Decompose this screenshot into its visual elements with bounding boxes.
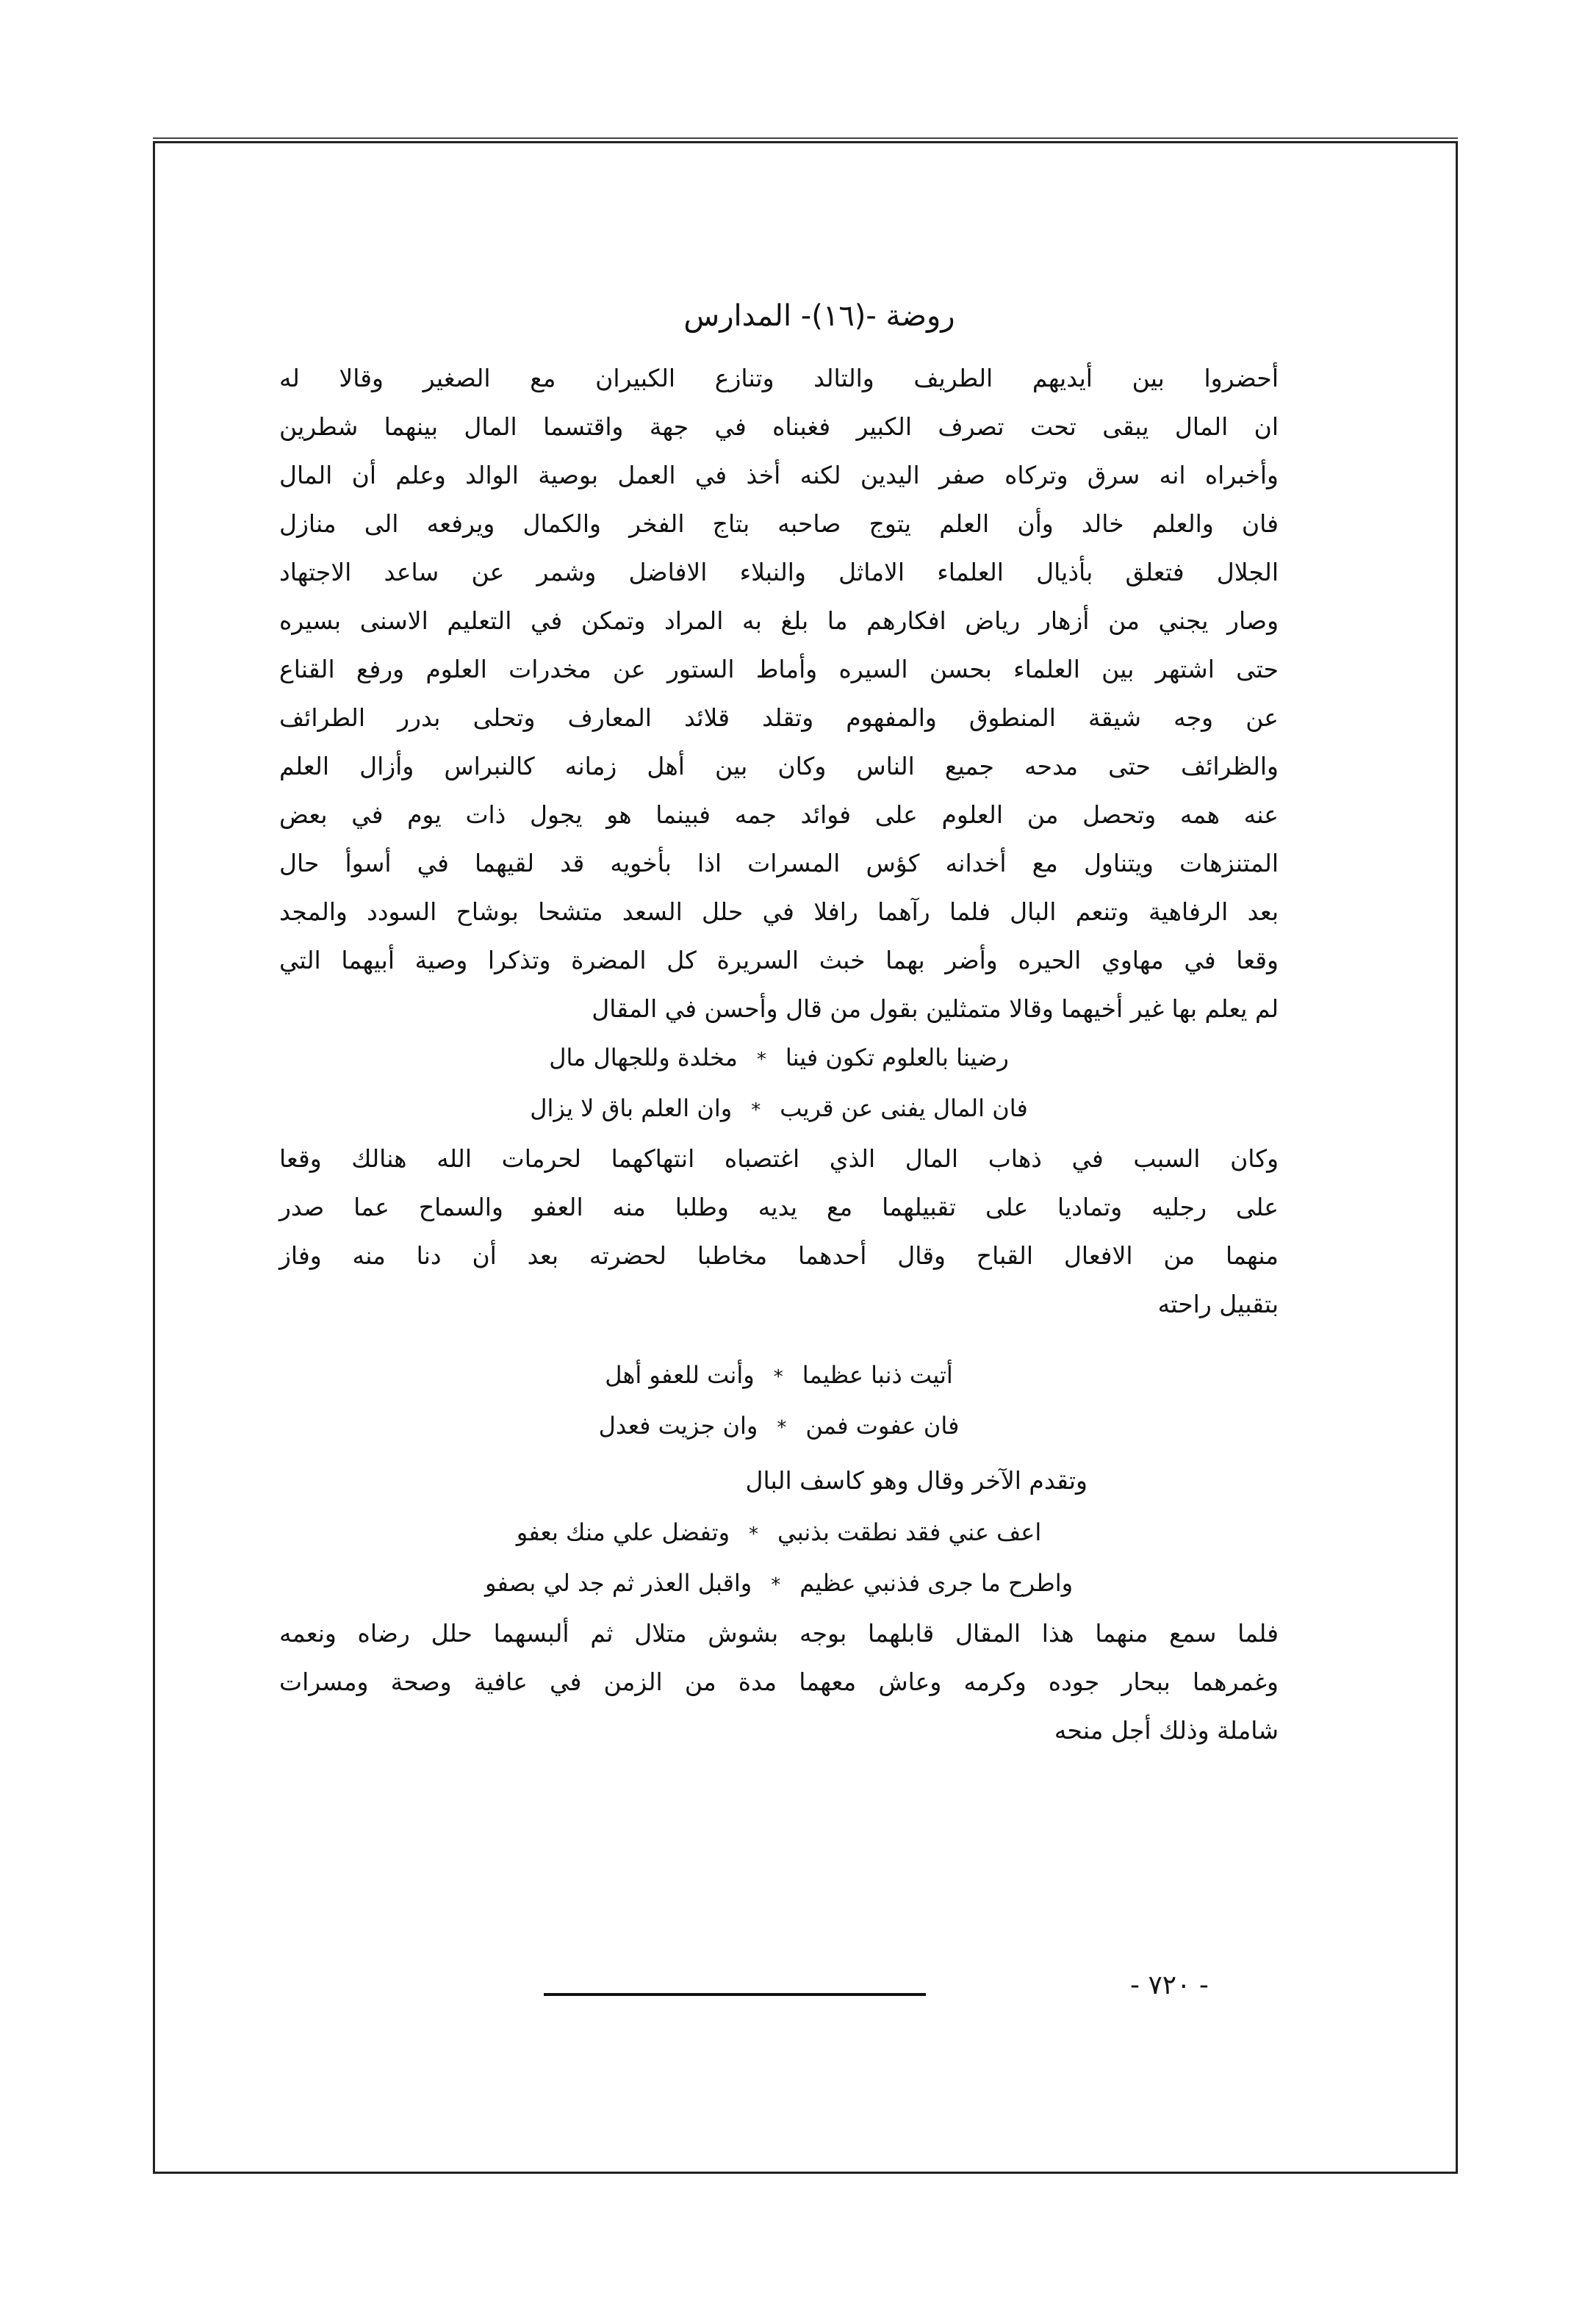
verse-hemistich-left: وأنت للعفو أهل xyxy=(605,1361,755,1389)
text-line: والظرائف حتى مدحه جميع الناس وكان بين أهل زمانه كالنبراس وأزال العلم xyxy=(279,752,1279,780)
text-line: منهما من الافعال القباح وقال أحدهما مخاطبا لحضرته بعد أن دنا منه وفاز xyxy=(279,1241,1279,1270)
text-line: عنه همه وتحصل من العلوم على فوائد جمه فبينما هو يجول ذات يوم في بعض xyxy=(279,800,1279,829)
text-line: وكان السبب في ذهاب المال الذي اغتصباه انتهاكهما لحرمات الله هنالك وقعا xyxy=(279,1144,1279,1173)
verse-line xyxy=(279,1401,1279,1452)
verse-hemistich-right: اعف عني فقد نطقت بذنبي xyxy=(777,1518,1042,1546)
page-number: - ٧٢٠ - xyxy=(1130,1970,1209,2000)
text-line: شاملة وذلك أجل منحه xyxy=(1054,1716,1279,1745)
text-line: عن وجه شيقة المنطوق والمفهوم وتقلد قلائد المعارف وتحلى بدرر الطرائف xyxy=(279,703,1279,732)
text-line: أحضروا بين أيديهم الطريف والتالد وتنازع الكبيران مع الصغير وقالا له xyxy=(279,364,1279,392)
verse-hemistich-left: وان العلم باق لا يزال xyxy=(530,1094,733,1122)
text-line: فان والعلم خالد وأن العلم يتوج صاحبه بتاج الفخر والكمال ويرفعه الى منازل xyxy=(279,509,1279,538)
verse-block-3 xyxy=(279,1508,1279,1609)
verse-hemistich-left: مخلدة وللجهال مال xyxy=(549,1044,738,1071)
intro-line: وتقدم الآخر وقال وهو كاسف البال xyxy=(745,1466,1088,1495)
verse-hemistich-left: وان جزيت فعدل xyxy=(598,1412,758,1440)
verse-block-2 xyxy=(279,1351,1279,1452)
text-line: لم يعلم بها غير أخيهما وقالا متمثلين بقول من قال وأحسن في المقال xyxy=(592,994,1279,1023)
verse-line xyxy=(279,1084,1279,1135)
text-line: على رجليه وتماديا على تقبيلهما مع يديه وطلبا منه العفو والسماح عما صدر xyxy=(279,1193,1279,1221)
text-line: فلما سمع منهما هذا المقال قابلهما بوجه بشوش متلال ثم ألبسهما حلل رضاه ونعمه xyxy=(279,1619,1279,1648)
paragraph-3 xyxy=(279,1609,1279,1755)
paragraph-2 xyxy=(279,1135,1279,1329)
verse-line xyxy=(279,1508,1279,1559)
text-line: وغمرهما ببحار جوده وكرمه وعاش معهما مدة من الزمن في عافية وصحة ومسرات xyxy=(279,1667,1279,1696)
verse-line xyxy=(279,1559,1279,1609)
verse-separator: * xyxy=(771,1574,781,1596)
verse-hemistich-right: فان المال يفنى عن قريب xyxy=(780,1094,1028,1122)
verse-separator: * xyxy=(749,1523,759,1545)
verse-hemistich-right: فان عفوت فمن xyxy=(805,1412,960,1440)
text-line: وقعا في مهاوي الحيره وأضر بهما خبث السريرة كل المضرة وتذكرا وصية أبيهما التي xyxy=(279,946,1279,974)
verse-line xyxy=(279,1351,1279,1401)
verse-hemistich-right: أتيت ذنبا عظيما xyxy=(802,1361,953,1389)
verse-hemistich-left: وتفضل علي منك بعفو xyxy=(516,1518,730,1546)
text-line: بعد الرفاهية وتنعم البال فلما رآهما رافلا في حلل السعد متشحا بوشاح السودد والمجد xyxy=(279,897,1279,926)
footer-rule xyxy=(544,1993,926,1996)
text-line: بتقبيل راحته xyxy=(1157,1290,1279,1318)
text-line: ان المال يبقى تحت تصرف الكبير فغبناه في جهة واقتسما المال بينهما شطرين xyxy=(279,412,1279,441)
text-line: وصار يجني من أزهار رياض افكارهم ما بلغ به المراد وتمكن في التعليم الاسنى بسيره xyxy=(279,606,1279,635)
text-line: حتى اشتهر بين العلماء بحسن السيره وأماط الستور عن مخدرات العلوم ورفع القناع xyxy=(279,655,1279,683)
text-line: وأخبراه انه سرق وتركاه صفر اليدين لكنه أخذ في العمل بوصية الوالد وعلم أن المال xyxy=(279,461,1279,489)
verse-hemistich-right: واطرح ما جرى فذنبي عظيم xyxy=(799,1569,1074,1597)
page-content xyxy=(279,294,1279,1755)
paragraph-1 xyxy=(279,354,1279,1033)
verse-separator: * xyxy=(773,1366,783,1388)
page-header: روضة -(١٦)- المدارس xyxy=(683,299,955,333)
verse-separator: * xyxy=(777,1417,787,1439)
text-line: الجلال فتعلق بأذيال العلماء الاماثل والنبلاء الافاضل وشمر عن ساعد الاجتهاد xyxy=(279,558,1279,586)
verse-hemistich-left: واقبل العذر ثم جد لي بصفو xyxy=(484,1569,752,1597)
verse-separator: * xyxy=(756,1049,766,1071)
verse-hemistich-right: رضينا بالعلوم تكون فينا xyxy=(785,1044,1009,1071)
verse-line xyxy=(279,1033,1279,1084)
verse-separator: * xyxy=(751,1099,761,1121)
text-line: المتنزهات ويتناول مع أخدانه كؤس المسرات اذا بأخويه قد لقيهما في أسوأ حال xyxy=(279,849,1279,877)
verse-block-1 xyxy=(279,1033,1279,1135)
